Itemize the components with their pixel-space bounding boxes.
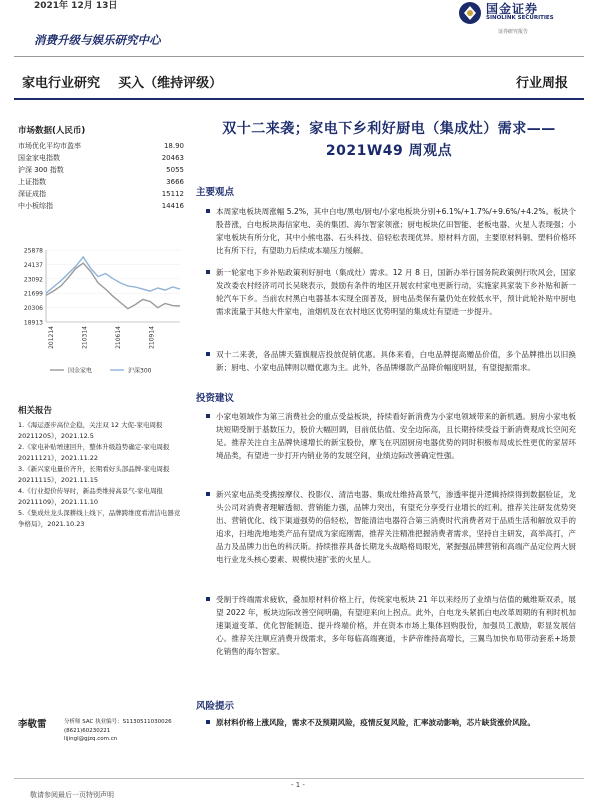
logo-name-en: SINOLINK SECURITIES [486,15,554,21]
paragraph-double-twelve [206,348,576,374]
related-report-item[interactable]: 4.《行业提价传导时，新品类维持高景气-家电周报 20211109》，2021.11.10 [18,487,164,506]
paragraph-weekly-performance [206,205,576,257]
series-line [46,257,180,293]
bullet-icon [206,597,210,601]
logo-emblem-icon [458,1,482,25]
market-row [18,188,186,200]
paragraph-emerging-categories [206,488,576,566]
series-line [46,263,180,309]
analyst-name: 李敬雷 [18,719,47,730]
index-chart [18,244,186,384]
market-data-panel [18,124,186,212]
paragraph-text: 新一轮家电下乡补贴政策利好厨电（集成灶）需求。12 月 8 日，国新办举行国务院政策例行吹风会，国家发改委农村经济司司长吴晓表示，鼓励有条件的地区开展农村家电更新行动，实施家具家装下乡补贴和新一轮汽车下乡。当前农村黑白电器基本实现全面普及，厨电品类保有量仍处在较低水平，预计此轮补贴中厨电需求流量于其他大件家电，油烟机及在农村地区优势明显的集成灶有望进一步提升。 [216,268,576,316]
y-tick-label: 21699 [23,290,43,298]
related-reports [18,404,186,530]
bullet-icon [206,414,210,418]
section-investment-advice: 投资建议 [196,393,235,404]
company-logo [458,0,578,40]
bullet-icon [206,492,210,496]
report-heading [22,72,222,91]
market-label: 市场优化平均市盈率 [18,142,81,150]
legend-label: 国金家电 [68,367,93,375]
report-category: 行业周报 [515,76,568,91]
header-divider [14,56,584,57]
market-row [18,176,186,188]
x-tick-label: 210614 [115,326,122,349]
market-row [18,200,186,212]
market-value: 15112 [161,190,184,198]
y-tick-label: 23092 [23,276,43,284]
research-center: 消费升级与娱乐研究中心 [34,33,161,47]
market-value: 5055 [166,166,184,174]
report-date: 2021年 12月 13日 [34,1,118,11]
paragraph-traditional-appliances [206,593,576,658]
paragraph-subsidy-policy [206,266,576,318]
related-title: 相关报告 [18,406,53,416]
related-report-item[interactable]: 5.《集成灶龙头深耕线上线下，品牌跨维度看清洁电器竞争格局》，2021.10.23 [18,509,181,528]
section-main-points: 主要观点 [196,187,235,198]
market-value: 3666 [166,178,184,186]
logo-name-cn: 国金证券 [486,2,539,16]
page-number: - 1 - [291,781,305,789]
related-report-item[interactable]: 2.《家电补贴增速回升，整体升级趋势确定-家电周报 20211121》，2021.11.22 [18,443,170,462]
paragraph-text: 新兴家电品类受携按摩仪、投影仪、清洁电器、集成灶维持高景气，渗透率提升逻辑持续得到数据验证，龙头公司对消费者理解透彻、营销能力强，品牌力突出，有望充分享受行业增长的红利。推荐关注研发优势突出、营销优化、线下渠道强势的倍轻松，智能清洁电器符合第三消费时代消费者对于品质生活和解放双手的追求，扫地洗地地类产品有望成为家庭刚需，推荐关注精准把握消费者需求，坚持自主研发，高举高打，产品力及品牌力出色的科沃斯。持续推荐具备长期龙头战略格局眼光，紧握强品牌营销和高端产品定位两大厨电行业龙头核心要素、规模快速扩张的火星人。 [216,490,576,564]
market-label: 深证成指 [18,190,46,198]
market-row [18,164,186,176]
related-report-item[interactable]: 3.《新兴家电量价齐升，长期看好头部品牌-家电周报 20211115》，2021.11.15 [18,465,170,484]
report-type: 家电行业研究 [22,76,101,91]
market-label: 上证指数 [18,178,46,186]
analyst-info [64,718,172,744]
logo-tagline: 证券研究报告 [498,29,529,35]
x-tick-label: 210314 [81,326,89,349]
paragraph-risk [206,716,576,729]
x-tick-label: 201214 [48,326,55,349]
market-label: 沪深 300 指数 [18,166,64,174]
rating: 买入（维持评级） [118,76,223,91]
bullet-icon [206,270,210,274]
header-rule [14,98,584,100]
footer-disclaimer: 敬请参阅最后一页特别声明 [30,791,114,799]
bullet-icon [206,720,210,724]
section-risk-warning: 风险提示 [196,701,235,712]
y-tick-label: 20306 [23,305,43,313]
market-value: 20463 [161,154,184,162]
paragraph-small-appliances [206,410,576,462]
bullet-icon [206,209,210,213]
market-data-title: 市场数据(人民币) [18,126,86,136]
paragraph-text: 原材料价格上涨风险，需求不及预期风险，疫情反复风险，汇率波动影响，芯片缺货涨价风险。 [216,718,535,727]
y-tick-label: 24137 [23,261,43,269]
paragraph-text: 小家电领域作为第三消费社会的重点受益板块，持续看好新消费为小家电领域带来的新机遇。厨房小家电板块短期受制于基数压力，股价大幅回调，目前低估值、安全边际高，且长期持续受益于新消费观成长空间充足。推荐关注自主品牌快速增长的新宝股份，摩飞在巩固厨房电器优势的同时积极布局成长性更优的家居环境品类，有望进一步打开内销业务的发展空间，业绩边际改善确定性强。 [216,412,576,460]
analyst-license: 分析师 SAC 执业编号：S1130511030026 [64,719,172,725]
market-value: 18.90 [163,142,184,150]
bullet-icon [206,352,210,356]
y-tick-label: 18913 [23,319,43,327]
market-row [18,140,186,152]
analyst-phone: (8621)60230221 [64,727,111,734]
y-tick-label: 25878 [23,247,43,255]
market-label: 国金家电指数 [18,154,60,162]
report-title: 双十二来袭；家电下乡利好厨电（集成灶）需求——2021W49 周观点 [222,121,556,159]
related-report-item[interactable]: 1.《海运逐步高位企稳，关注双 12 大促-家电周报 20211205》，2021.12.5 [18,421,163,440]
paragraph-text: 双十二来袭，各品牌天猫旗舰店投放促销优惠。具体来看，白电品牌提高赠品价值，多个品牌推出以旧换新；厨电、小家电品牌则以赠优惠为主。此外，各品牌爆款产品降价幅度明显，有望提振需求。 [216,350,576,372]
footer-divider [14,778,584,779]
paragraph-text: 本周家电板块周涨幅 5.2%，其中白电/黑电/厨电/小家电板块分别+6.1%/+1.7%/+9.6%/+4.2%。板块个股普涨，白电板块海信家电、美的集团、海尔智家领涨；厨电板块亿田智能、老板电器、火星人表现强；小家电板块有所分化，其中小熊电器、石头科技、倍轻松表现优异。原材料方面，主要原材料铜、塑料价格环比有所下行，有望助力后续成本端压力缓解。 [216,207,576,255]
market-value: 14416 [161,202,184,210]
report-main [196,118,582,162]
paragraph-text: 受制于终端需求疲软，叠加原材料价格上行，传统家电板块 21 年以来经历了业绩与估值的戴维斯双杀，展望 2022 年，板块边际改善空间明确，有望迎来向上拐点。此外，白电龙头紧抓白电改革周期的有利时机加速渠道变革、优化智能制造、提升终端价格，并在资本市场上集体回购股份，加强员工激励，彰显发展信心。推荐关注顺应消费升级需求，多年每临高端赛道，卡萨帝维持高增长，三翼鸟加快布局带动套系+场景化销售的海尔智家。 [216,595,576,656]
market-row [18,152,186,164]
market-label: 中小板综指 [18,202,53,210]
legend-label: 沪深300 [128,367,152,375]
analyst-email[interactable]: lijingl@gjzq.com.cn [64,736,118,742]
chart-canvas [18,244,186,384]
x-tick-label: 210914 [148,326,156,349]
